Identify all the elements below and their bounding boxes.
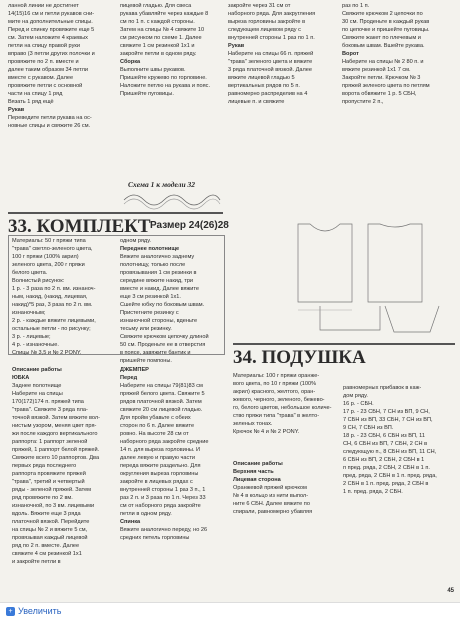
title-33: 33. КОМПЛЕКТ (8, 216, 151, 237)
pillow-materials: Материалы: 100 г пряжи оранже- вого цвета, по 10 г пряжи (100% акрил) красного, желтого, оран- жевого, черного, зеленого, бежево- го, белого цветов, небольшое количе- ство пряжи типа "трава" в желто- зеленых тонах. Крючок № 4 и № 2 PONY. Описание работы Верхняя часть Лицевая сторона Оранжевой пряжей крючком № 4 в кольцо из нити выпол- ните 6 СБН. Далее вяжите по спирали, равномерно убавляя (233, 373, 332, 515)
title-34: 34. ПОДУШКА (233, 347, 366, 368)
jumper-instructions: ДЖЕМПЕР Перед Наберите на спицы 79(81)83 см пряжей белого цвета. Свяжите 5 рядов платочной вязкой. Затем свяжите 20 см лицевой гладью. Для пройм убавьте с обеих сторон по 6 п. Далее вяжите ровно. На высоте 28 см от наборного ряда закройте средние 14 п. для выреза горловины. И далее левую и правую части переда вяжите раздельно. Для округления выреза горловины закройте в лицевых рядах с внутренней стороны 1 раз 3 п., 1 раз 2 п. и 3 раза по 1 п. Через 33 см от наборного ряда закройте петли в одном ряду. Спинка Вяжите аналогично переду, но 26 средних петель горловины (120, 367, 209, 541)
section-divider-34 (233, 343, 455, 345)
top-right-column-b: раз по 1 п. Свяжите крючком 2 цепочки по 30 см. Проденьте в каждый рукав по цепочке и пришейте пуговицы. Свяжите жакет по плечевым и боковым швам. Вшейте рукава. Ворот Наберите на спицы № 2 80 п. и вяжите резинкой 1х1 7 см. Закройте петли. Крючком № 3 пряжей зеленого цвета по петлям ворота обвяжите 1 р. 5 СБН, пропустите 2 п., (342, 3, 430, 105)
sleeve-heading: Рукав (8, 107, 25, 113)
top-right-column-a: закройте через 31 см от наборного ряда. Для закругления выреза горловины закройте в следующем лицевом ряду с внутренней стороны 1 раз по 1 п. Рукав Наберите на спицы 66 п. пряжей "трава" зеленого цвета и вяжите 3 ряда платочной вязкой. Далее вяжите лицевой гладью 5 вертикальных рядов по 5 п. равномерно распределив на 4 лицевые п. и свяжите (228, 2, 338, 106)
section-divider-33 (8, 212, 223, 214)
magnifier-icon: + (6, 607, 15, 616)
top-mid-column: пицевой гладью. Для свеса рукава убавляйте через каждые 8 см по 1 п. с каждой стороны. Затем на спицы № 4 свяжите 10 см рисунком по схеме 1. Далее свяжите 1 см резинкой 1х1 и закройте петли в одном ряду. Сборка Выполните швы рукавов. Пришейте кружево по горловине. Наложите петлю на рукава и пояс. Пришейте пуговицы. (120, 2, 225, 98)
assembly-heading: Сборка (120, 59, 141, 65)
pillow-rows: равномерных прибавок в каж- дом ряду. 16 р. - СБН. 17 р. - 23 СБН, 7 СН из ВП, 9 СН, 7 СБН из ВП, 33 СБН, 7 СН из ВП, 9 СН, 7 СБН из ВП. 18 р. - 23 СБН, 6 СБН из ВП, 11 СН, 6 СБН из ВП, 7 СБН, 2 СН в следующую п., 8 СБН из ВП, 11 СН, 6 СБН из ВП, 2 СБН, 2 СБН в 1 п пред. ряда, 2 СБН, 2 СБН в 1 п. пред. ряда, 2 СБН в 1 п. пред. ряда, 2 СБН в 1 п. пред. ряда, 2 СБН в 1 п. пред. ряда, 2 СБН. (343, 385, 437, 495)
skirt-instructions: Описание работы ЮБКА Заднее полотнище Наберите на спицы 170(172)174 п. пряжей типа "трава". Свяжите 3 ряда пла- точной вязкой. Затем вяжите вол- нистым узором, меняя цвет пря- жи после каждого вертикального раппорта: 1 раппорт зеленой пряжей, 1 раппорт белой пряжей. Свяжите всего 10 раппортов. Два первых ряда последнего раппорта провяжите пряжей "трава", третий и четвертый ряды - зеленой пряжей. Затем ряд провяжите по 2 вм. изнаночной, по 3 вм. лицевыми вдоль. Вяжите еще 3 ряда платочной вязкой. Перейдите на спицы № 2 и вяжите 5 см, провязывая каждый лицевой ряд по 2 п. вместе. Далее свяжите 4 см резинкой 1х1 и закройте петли в (12, 367, 101, 565)
page-number: 45 (447, 588, 454, 594)
sleeve-heading-2: Рукав (228, 43, 245, 49)
pattern-schematics (290, 220, 450, 340)
materials-33: Материалы: 50 г пряжи типа "трава" светло-зеленого цвета, 100 г пряжи (100% акрил) зеленого цвета, 200 г пряжи белого цвета. Волнистый рисунок: 1 р. - 3 раза по 2 п. вм. изнаноч- ным, накид, (накид, лицевая, накид)*5 раз, 3 раза по 2 п. вм. изнаночным; 2 р. - каждые вяжите лицевыми, остальные петли - по рисунку; 3 р. - лицевые; 4 р. - изнаночные. Спицы № 3,5 и № 2 PONY. (12, 238, 96, 356)
size-33: Размер 24(26)28 (150, 220, 229, 231)
zoom-link[interactable] (6, 606, 61, 616)
lace-scheme (122, 190, 222, 210)
viewer-bar (0, 602, 460, 620)
scheme-caption: Схема 1 к модели 32 (128, 180, 196, 189)
skirt-finish: одном ряду. Переднее полотнище Вяжите аналогично заднему полотнищу, только после провязывания 1 см резинки в середине вяжите накид, три вместе и накид. Далее вяжите еще 3 см резинкой 1х1. Сшейте юбку по боковым швам. Пристегните резинку с изнаночной стороны, вденьте тесьму или резинку. Свяжите крючком цепочку длиной 50 см. Проденьте ее в отверстия в поясе, завяжите бантик и пришейте помпоны. (120, 238, 209, 364)
zoom-label: Увеличить (18, 606, 62, 616)
top-left-column: ланной линии не достигнет 14(15)16 см и петли рукавов сни- мите на дополнительные спицы. Перед и спинку провяжите еще 5 см. Затем наложите 4 краевых петли на спицу правой руки вправо (3 петли других полочки и провяжите по 2 п. вместе и далее таким образом 34 петли вместе с рукавом. Далее провяжите петли с основной части на спицу 1 ряд Вязать 1 ряд ещё Рукав Переведите петли рукава на ос- новные спицы и свяжите 26 см. (8, 2, 118, 130)
